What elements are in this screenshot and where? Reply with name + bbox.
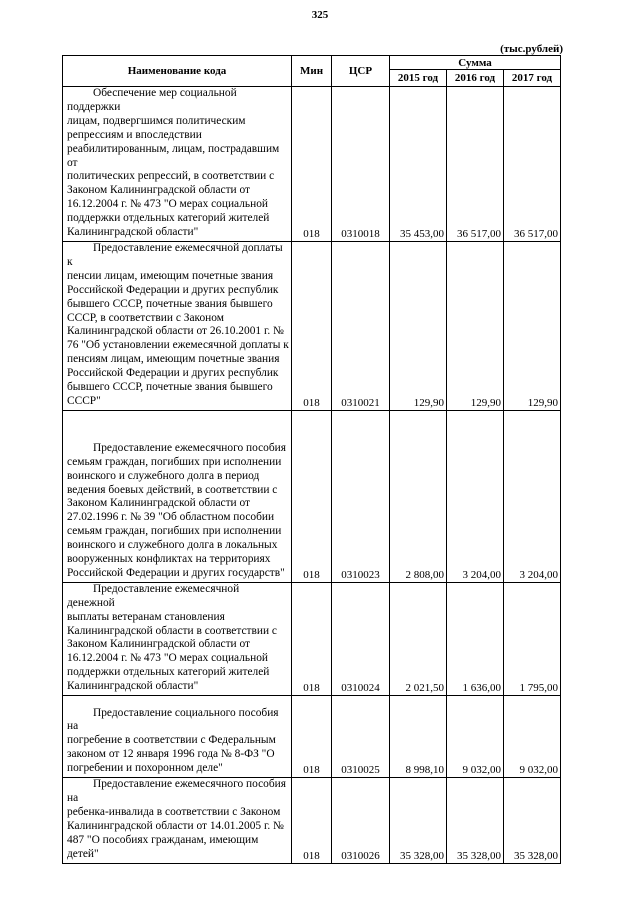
row-name-cell <box>63 582 292 695</box>
row-sum-2015: 2 808,00 <box>390 410 447 582</box>
header-name: Наименование кода <box>63 56 292 87</box>
row-sum-2016: 3 204,00 <box>447 410 504 582</box>
row-name-line: воинского и служебного долга в локальных <box>67 539 278 552</box>
header-min: Мин <box>292 56 332 87</box>
row-name-cell <box>63 696 292 778</box>
table-row <box>63 696 561 778</box>
row-name-line: Калининградской области в соответствии с <box>67 624 277 637</box>
row-name-line: Предоставление социального пособия на <box>67 706 279 733</box>
row-name-text <box>67 583 289 694</box>
row-csr: 0310026 <box>332 778 390 863</box>
row-name-line: пенсиям лицам, имеющим почетные звания <box>67 353 280 366</box>
row-name-line: погребении и похоронном деле" <box>67 762 223 775</box>
row-name-line: погребение в соответствии с Федеральным <box>67 734 276 747</box>
row-name-line: законом от 12 января 1996 года № 8-ФЗ "О <box>67 748 275 761</box>
row-name-line: Российской Федерации и других государств" <box>67 566 285 579</box>
row-name-line: вооруженных конфликтах на территориях <box>67 553 271 566</box>
row-name-line: семьям граждан, погибших при исполнении <box>67 525 282 538</box>
units-label: (тыс.рублей) <box>500 43 563 55</box>
row-name-line: 16.12.2004 г. № 473 "О мерах социальной <box>67 652 268 665</box>
row-name-line: Законом Калининградской области от <box>67 638 251 651</box>
row-csr: 0310025 <box>332 696 390 778</box>
row-name-line: поддержки отдельных категорий жителей <box>67 212 270 225</box>
row-name-text <box>67 707 289 777</box>
row-name-text <box>67 778 289 861</box>
row-name-line: Калининградской области" <box>67 680 199 693</box>
row-name-line: 27.02.1996 г. № 39 "Об областном пособии <box>67 511 275 524</box>
row-sum-2015: 35 453,00 <box>390 87 447 242</box>
row-name-line: ведения боевых действий, в соответствии с <box>67 483 278 496</box>
row-name-line: Калининградской области от 14.01.2005 г. № <box>67 819 284 832</box>
row-sum-2015: 2 021,50 <box>390 582 447 695</box>
table-body <box>63 87 561 864</box>
row-name-line: Калининградской области от 26.10.2001 г. № <box>67 325 284 338</box>
header-year-2015: 2015 год <box>390 70 447 87</box>
row-name-line: 16.12.2004 г. № 473 "О мерах социальной <box>67 198 268 211</box>
table-row <box>63 410 561 582</box>
row-sum-2015: 35 328,00 <box>390 778 447 863</box>
row-name-cell <box>63 778 292 863</box>
row-sum-2016: 36 517,00 <box>447 87 504 242</box>
row-csr: 0310021 <box>332 241 390 410</box>
row-name-line: политических репрессий, в соответствии с <box>67 170 275 183</box>
row-name-line: Обеспечение мер социальной поддержки <box>67 87 237 113</box>
header-year-2016: 2016 год <box>447 70 504 87</box>
row-name-line: ребенка-инвалида в соответствии с Законом <box>67 805 281 818</box>
row-name-line: Российской Федерации и других республик <box>67 367 279 380</box>
table-row <box>63 241 561 410</box>
row-name-line: семьям граждан, погибших при исполнении <box>67 455 282 468</box>
row-name-line: Законом Калининградской области от <box>67 184 251 197</box>
row-sum-2017: 1 795,00 <box>504 582 561 695</box>
row-sum-2017: 9 032,00 <box>504 696 561 778</box>
row-name-text <box>67 442 289 581</box>
row-sum-2017: 3 204,00 <box>504 410 561 582</box>
row-min: 018 <box>292 87 332 242</box>
row-name-line: бывшего СССР, почетные звания бывшего <box>67 381 273 394</box>
row-min: 018 <box>292 778 332 863</box>
page-number: 325 <box>311 9 329 21</box>
row-name-line: пенсии лицам, имеющим почетные звания <box>67 269 274 282</box>
row-csr: 0310018 <box>332 87 390 242</box>
row-name-line: реабилитированным, лицам, пострадавшим от <box>67 142 280 169</box>
row-sum-2015: 129,90 <box>390 241 447 410</box>
row-name-line: выплаты ветеранам становления <box>67 610 225 623</box>
budget-table <box>62 55 561 864</box>
row-name-line: поддержки отдельных категорий жителей <box>67 666 270 679</box>
row-min: 018 <box>292 241 332 410</box>
row-sum-2016: 9 032,00 <box>447 696 504 778</box>
row-name-line: СССР, в соответствии с Законом <box>67 311 224 324</box>
row-sum-2015: 8 998,10 <box>390 696 447 778</box>
row-sum-2016: 1 636,00 <box>447 582 504 695</box>
row-sum-2016: 129,90 <box>447 241 504 410</box>
row-name-line: СССР" <box>67 394 101 407</box>
row-name-line: лицам, подвергшимся политическим <box>67 114 246 127</box>
row-name-line: Предоставление ежемесячного пособия на <box>67 778 286 804</box>
header-csr: ЦСР <box>332 56 390 87</box>
row-name-line: 76 "Об установлении ежемесячной доплаты к <box>67 339 289 352</box>
row-min: 018 <box>292 696 332 778</box>
header-year-2017: 2017 год <box>504 70 561 87</box>
row-csr: 0310023 <box>332 410 390 582</box>
table-row <box>63 87 561 242</box>
row-min: 018 <box>292 582 332 695</box>
row-min: 018 <box>292 410 332 582</box>
row-csr: 0310024 <box>332 582 390 695</box>
row-name-line: Предоставление ежемесячной доплаты к <box>67 241 283 268</box>
row-name-line: Калининградской области" <box>67 226 199 239</box>
row-name-line: Законом Калининградской области от <box>67 497 251 510</box>
row-name-cell <box>63 87 292 242</box>
row-sum-2017: 35 328,00 <box>504 778 561 863</box>
table-row <box>63 778 561 863</box>
row-sum-2017: 36 517,00 <box>504 87 561 242</box>
row-name-line: Предоставление ежемесячного пособия <box>93 441 286 454</box>
row-name-line: бывшего СССР, почетные звания бывшего <box>67 297 273 310</box>
row-name-text <box>67 87 289 240</box>
row-name-cell <box>63 410 292 582</box>
row-sum-2016: 35 328,00 <box>447 778 504 863</box>
row-name-cell <box>63 241 292 410</box>
header-sum: Сумма <box>390 56 561 70</box>
row-name-line: 487 "О пособиях гражданам, имеющим детей" <box>67 833 259 860</box>
row-name-line: репрессиям и впоследствии <box>67 128 202 141</box>
row-name-line: Предоставление ежемесячной денежной <box>67 582 240 609</box>
row-name-line: Российской Федерации и других республик <box>67 283 279 296</box>
row-name-line: воинского и служебного долга в период <box>67 469 260 482</box>
row-name-text <box>67 242 289 409</box>
row-sum-2017: 129,90 <box>504 241 561 410</box>
table-row <box>63 582 561 695</box>
